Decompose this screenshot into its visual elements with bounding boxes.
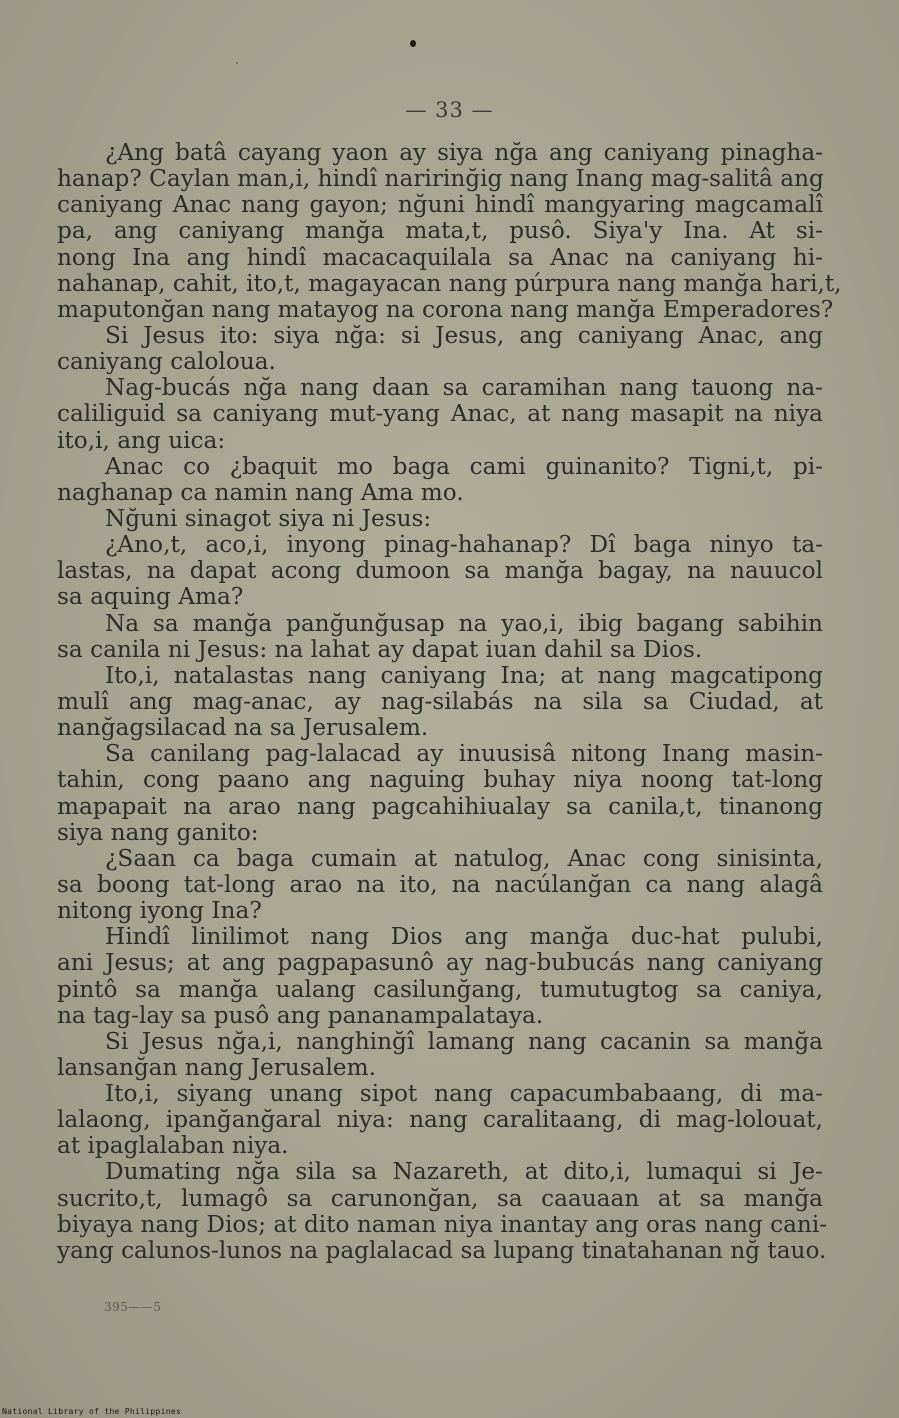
text-line: ito,i, ang uica: — [57, 426, 226, 454]
text-line: siya nang ganito: — [57, 818, 259, 846]
text-line: Ito,i, natalastas nang caniyang Ina; at nang magcatipong — [105, 661, 823, 689]
paragraph — [57, 1029, 823, 1081]
text-line: ¿Ang batâ cayang yaon ay siya nğa ang caniyang pinagha- — [105, 139, 823, 166]
ink-speck — [410, 40, 416, 47]
text-line: yang calunos-lunos na paglalacad sa lupang tinatahanan nğ tauo. — [57, 1236, 827, 1264]
text-line: Dumating nğa sila sa Nazareth, at dito,i, lumaqui si Je- — [105, 1158, 823, 1186]
text-line: pa, ang caniyang manğa mata,t, pusô. Siya'y Ina. At si- — [57, 217, 823, 245]
text-line: Si Jesus ito: siya nğa: si Jesus, ang caniyang Anac, ang — [105, 321, 823, 349]
text-line: maputonğan nang matayog na corona nang manğa Emperadores? — [57, 295, 834, 323]
page-number: — 33 — — [405, 98, 494, 122]
paragraph — [57, 663, 823, 741]
text-line: ani Jesus; at ang pagpapasunô ay nag-bubucás nang caniyang — [57, 949, 823, 977]
text-line: hanap? Caylan man,i, hindî naririnğig nang Inang mag-salitâ ang — [57, 165, 824, 193]
paragraph — [57, 454, 823, 506]
paragraph — [57, 846, 823, 924]
text-line: nitong iyong Ina? — [57, 897, 262, 925]
text-line: Anac co ¿baquit mo baga cami guinanito? Tigni,t, pi- — [105, 452, 823, 480]
paragraph — [57, 532, 823, 610]
text-line: nahanap, cahit, ito,t, magayacan nang púrpura nang manğa hari,t, — [57, 269, 842, 297]
paragraph — [57, 139, 842, 323]
body-text — [57, 139, 842, 1264]
text-line: sa aquing Ama? — [57, 583, 244, 611]
paragraph — [57, 611, 823, 663]
printer-signature: 395——5 — [104, 1300, 162, 1314]
text-line: na tag-lay sa pusô ang pananampalataya. — [57, 1001, 544, 1029]
paragraph — [57, 323, 823, 375]
text-line: mapapait na arao nang pagcahihiualay sa canila,t, tinanong — [57, 792, 823, 820]
paragraph — [57, 1081, 823, 1159]
text-line: Ito,i, siyang unang sipot nang capacumbabaang, di ma- — [105, 1080, 823, 1108]
text-line: Na sa manğa panğunğusap na yao,i, ibig bagang sabihin — [105, 609, 823, 637]
text-line: caniyang Anac nang gayon; nğuni hindî mangyaring magcamalî — [57, 191, 823, 219]
text-line: sa boong tat-long arao na ito, na nacúlanğan ca nang alagâ — [57, 870, 823, 898]
text-line: sa canila ni Jesus: na lahat ay dapat iuan dahil sa Dios. — [57, 635, 703, 663]
text-line: pintô sa manğa ualang casilunğang, tumutugtog sa caniya, — [57, 975, 823, 1003]
text-line: naghanap ca namin nang Ama mo. — [57, 478, 464, 506]
paragraph — [57, 924, 823, 1029]
text-line: lastas, na dapat acong dumoon sa manğa bagay, na nauucol — [57, 557, 823, 585]
text-line: caniyang caloloua. — [57, 348, 276, 376]
text-line: sucrito,t, lumagô sa carunonğan, sa caauaan at sa manğa — [57, 1184, 823, 1212]
text-line: Si Jesus nğa,i, nanghinğî lamang nang cacanin sa manğa — [105, 1027, 823, 1055]
library-credit: National Library of the Philippines — [2, 1407, 182, 1416]
text-line: tahin, cong paano ang naguing buhay niya noong tat-long — [57, 766, 823, 794]
text-line: caliliguid sa caniyang mut-yang Anac, at nang masapit na niya — [57, 400, 823, 428]
text-line: ¿Saan ca baga cumain at natulog, Anac cong sinisinta, — [105, 844, 823, 872]
text-line: mulî ang mag-anac, ay nag-silabás na sila sa Ciudad, at — [57, 687, 823, 715]
text-line: Nag-bucás nğa nang daan sa caramihan nang tauong na- — [105, 374, 823, 402]
text-line: nanğagsilacad na sa Jerusalem. — [57, 714, 429, 742]
text-line: ¿Ano,t, aco,i, inyong pinag-hahanap? Dî baga ninyo ta- — [105, 531, 823, 559]
text-line: nong Ina ang hindî macacaquilala sa Anac na caniyang hi- — [57, 243, 823, 271]
text-line: Sa canilang pag-lalacad ay inuusisâ nitong Inang masin- — [105, 740, 823, 768]
paragraph — [57, 375, 823, 453]
text-line: lansanğan nang Jerusalem. — [57, 1053, 376, 1081]
ink-speck — [236, 62, 238, 64]
text-line: Nğuni sinagot siya ni Jesus: — [105, 504, 432, 532]
text-line: at ipaglalaban niya. — [57, 1132, 289, 1160]
text-line: Hindî linilimot nang Dios ang manğa duc-hat pulubi, — [105, 923, 823, 951]
text-line: lalaong, ipanğanğaral niya: nang caralitaang, di mag-lolouat, — [57, 1106, 823, 1134]
paragraph — [57, 1158, 828, 1264]
paragraph — [57, 741, 823, 846]
paragraph — [57, 506, 823, 532]
text-line: biyaya nang Dios; at dito naman niya inantay ang oras nang cani- — [57, 1210, 828, 1238]
